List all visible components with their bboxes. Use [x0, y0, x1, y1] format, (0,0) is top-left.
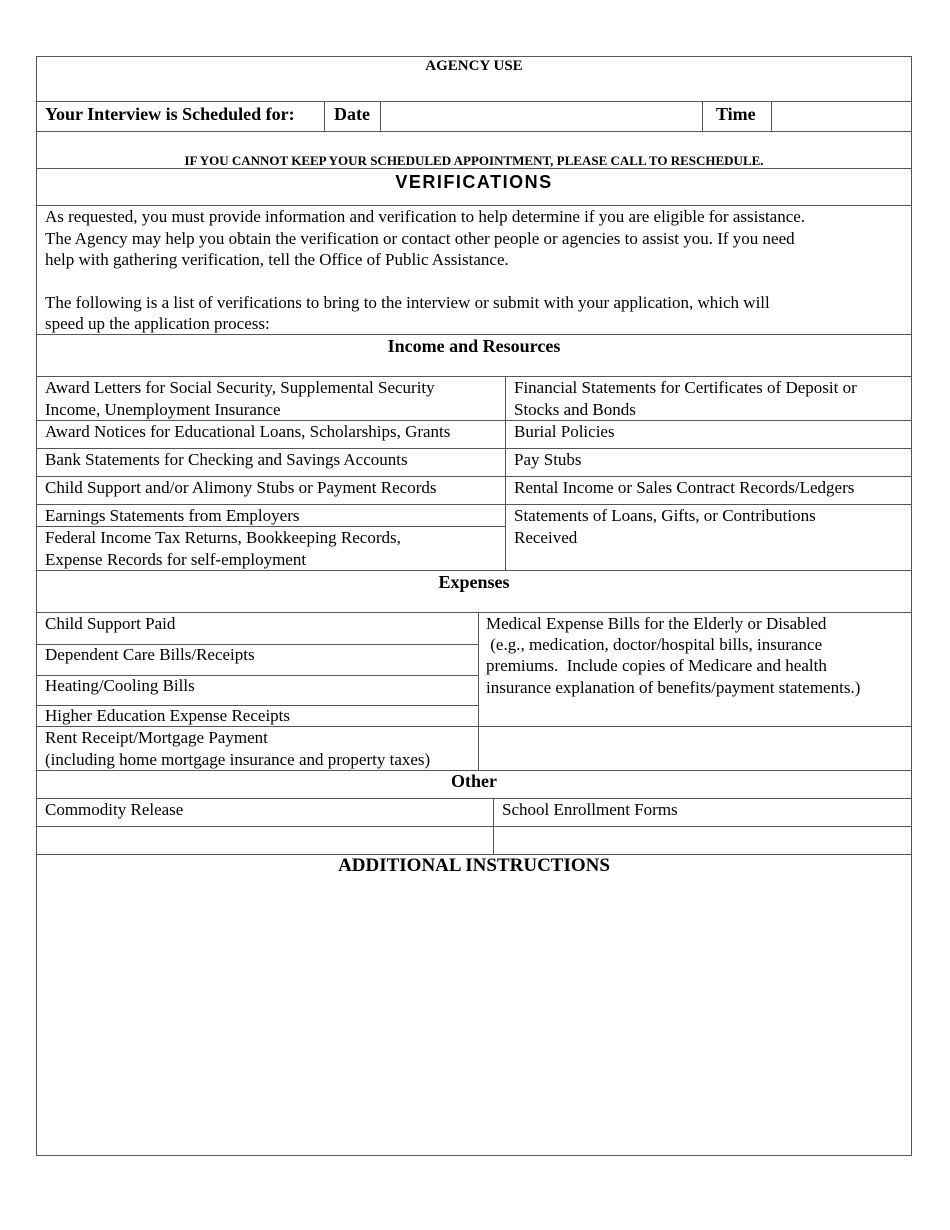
divider — [36, 826, 912, 827]
divider — [478, 612, 479, 770]
resource-item: Financial Statements for Certificates of Deposit or — [514, 378, 857, 397]
resource-item: Received — [514, 528, 578, 547]
divider — [324, 101, 325, 131]
income-item: Child Support and/or Alimony Stubs or Payment Records — [45, 478, 437, 497]
expense-item: (including home mortgage insurance and property taxes) — [45, 750, 431, 769]
resource-item: Pay Stubs — [514, 450, 582, 469]
verifications-title: VERIFICATIONS — [395, 172, 553, 192]
income-item: Bank Statements for Checking and Savings Accounts — [45, 450, 408, 469]
expenses-title: Expenses — [438, 572, 510, 592]
income-item: Award Letters for Social Security, Supplemental Security — [45, 378, 435, 397]
reschedule-notice: IF YOU CANNOT KEEP YOUR SCHEDULED APPOINTMENT, PLEASE CALL TO RESCHEDULE. — [184, 153, 764, 168]
medical-expense-line: Medical Expense Bills for the Elderly or Disabled — [486, 614, 827, 633]
divider — [36, 101, 912, 102]
income-resources-title: Income and Resources — [387, 336, 561, 356]
medical-expense-line: (e.g., medication, doctor/hospital bills, insurance — [486, 635, 823, 654]
divider — [702, 101, 703, 131]
interview-label: Your Interview is Scheduled for: — [45, 104, 295, 124]
income-item: Income, Unemployment Insurance — [45, 400, 281, 419]
medical-expense-line: insurance explanation of benefits/payment statements.) — [486, 678, 861, 697]
expense-item: Rent Receipt/Mortgage Payment — [45, 728, 268, 747]
other-title: Other — [451, 771, 497, 791]
time-field[interactable] — [776, 104, 906, 128]
divider — [380, 101, 381, 131]
time-label: Time — [716, 104, 756, 124]
medical-expense-line: premiums. Include copies of Medicare and health — [486, 656, 827, 675]
other-item: Commodity Release — [45, 800, 184, 819]
other-item: School Enrollment Forms — [502, 800, 678, 819]
intro-line: help with gathering verification, tell the Office of Public Assistance. — [45, 250, 509, 269]
expense-item: Higher Education Expense Receipts — [45, 706, 291, 725]
intro-line: As requested, you must provide information and verification to help determine if you are eligible for assistance. — [45, 207, 806, 226]
agency-use-title: AGENCY USE — [425, 58, 523, 74]
resource-item: Stocks and Bonds — [514, 400, 636, 419]
expense-item: Heating/Cooling Bills — [45, 676, 195, 695]
divider — [36, 131, 912, 132]
income-item: Award Notices for Educational Loans, Scholarships, Grants — [45, 422, 451, 441]
income-item: Earnings Statements from Employers — [45, 506, 300, 525]
list-intro-line: The following is a list of verifications to bring to the interview or submit with your application, which will — [45, 293, 770, 312]
additional-instructions-area[interactable] — [45, 882, 905, 1147]
additional-instructions-title: ADDITIONAL INSTRUCTIONS — [338, 855, 610, 876]
resource-item: Burial Policies — [514, 422, 615, 441]
income-item: Expense Records for self-employment — [45, 550, 307, 569]
income-item: Federal Income Tax Returns, Bookkeeping Records, — [45, 528, 401, 547]
intro-line: The Agency may help you obtain the verification or contact other people or agencies to assist you. If you need — [45, 229, 795, 248]
expense-item: Dependent Care Bills/Receipts — [45, 645, 255, 664]
divider — [36, 168, 912, 169]
date-label: Date — [334, 104, 370, 124]
list-intro-line: speed up the application process: — [45, 314, 270, 333]
resource-item: Rental Income or Sales Contract Records/Ledgers — [514, 478, 855, 497]
resource-item: Statements of Loans, Gifts, or Contributions — [514, 506, 816, 525]
expense-item: Child Support Paid — [45, 614, 176, 633]
divider — [771, 101, 772, 131]
divider — [505, 376, 506, 570]
divider — [36, 334, 912, 335]
date-field[interactable] — [386, 104, 696, 128]
